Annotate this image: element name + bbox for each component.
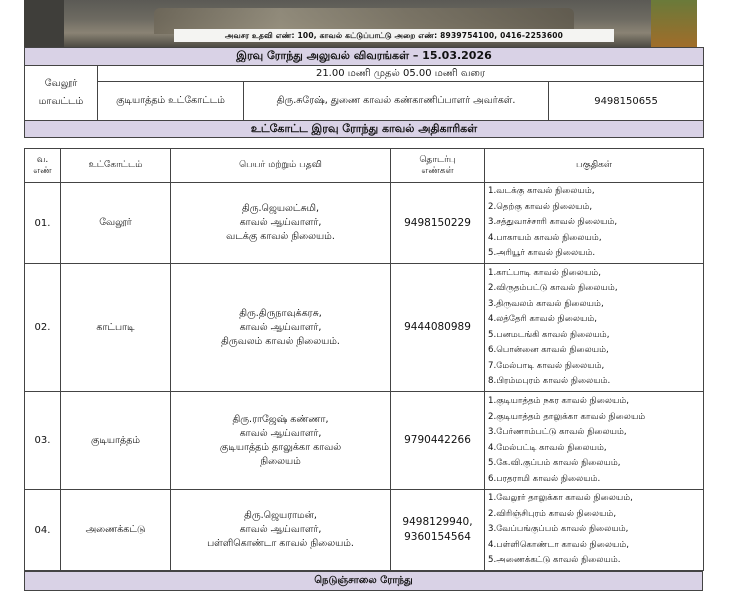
phone-number: 9360154564 bbox=[404, 531, 471, 543]
row-sno: 04. bbox=[25, 490, 61, 571]
area-item: 1.காட்பாடி காவல் நிலையம், bbox=[488, 267, 601, 278]
area-item: 3.வேப்பங்குப்பம் காவல் நிலையம், bbox=[488, 524, 629, 535]
area-item: 4.மேல்பட்டி காவல் நிலையம், bbox=[488, 442, 607, 453]
area-item: 5.கே.வி.குப்பம் காவல் நிலையம், bbox=[488, 458, 621, 468]
officer-line: திரு.ஜெயலட்சுமி, bbox=[241, 203, 320, 214]
subdivision-name: குடியாத்தம் உட்கோட்டம் bbox=[98, 82, 244, 121]
phone-number: 9498129940, bbox=[402, 516, 473, 528]
officer-line: காவல் ஆய்வாளர், bbox=[239, 217, 322, 228]
header-table bbox=[24, 47, 704, 138]
officer-line: திரு.ராஜேஷ் கண்ணா, bbox=[232, 413, 329, 425]
table-row bbox=[25, 264, 704, 392]
officer-line: பள்ளிகொண்டா காவல் நிலையம். bbox=[207, 538, 354, 549]
row-phone bbox=[391, 183, 485, 264]
officer-line: காவல் ஆய்வாளர், bbox=[239, 524, 322, 535]
area-item: 2.தெற்கு காவல் நிலையம், bbox=[488, 201, 593, 212]
area-item: 3.திருவலம் காவல் நிலையம், bbox=[488, 298, 604, 309]
row-officer bbox=[171, 490, 391, 571]
footer-table bbox=[24, 571, 703, 591]
area-item: 1.வடக்கு காவல் நிலையம், bbox=[488, 186, 595, 197]
area-item: 8.பிரம்மபுரம் காவல் நிலையம். bbox=[488, 376, 611, 386]
row-officer bbox=[171, 183, 391, 264]
area-item: 6.பொன்னை காவல் நிலையம், bbox=[488, 345, 609, 355]
row-officer bbox=[171, 264, 391, 392]
area-item: 4.லத்தேரி காவல் நிலையம், bbox=[488, 314, 598, 324]
table-row bbox=[25, 490, 704, 571]
trees-photo bbox=[651, 0, 697, 47]
row-areas bbox=[485, 490, 704, 571]
area-item: 7.மேல்பாடி காவல் நிலையம், bbox=[488, 360, 605, 371]
row-areas bbox=[485, 392, 704, 490]
table-row bbox=[25, 392, 704, 490]
time-range: 21.00 மணி முதல் 05.00 மணி வரை bbox=[98, 66, 704, 82]
officer-line: காவல் ஆய்வாளர், bbox=[239, 427, 322, 439]
col-sno: வ. எண் bbox=[25, 149, 61, 183]
row-areas bbox=[485, 264, 704, 392]
district-label: வேலூர் மாவட்டம் bbox=[25, 66, 98, 121]
row-unit: காட்பாடி bbox=[61, 264, 171, 392]
area-item: 5.அணைக்கட்டு காவல் நிலையம். bbox=[488, 555, 621, 566]
phone-number: 9790442266 bbox=[404, 434, 471, 446]
area-item: 5.அரியூர் காவல் நிலையம். bbox=[488, 248, 596, 259]
dsp-phone: 9498150655 bbox=[549, 82, 704, 121]
officer-line: குடியாத்தம் தாலுக்கா காவல் bbox=[219, 441, 342, 453]
area-item: 2.குடியாத்தம் தாலுக்கா காவல் நிலையம் bbox=[488, 411, 646, 422]
row-officer bbox=[171, 392, 391, 490]
row-unit: அணைக்கட்டு bbox=[61, 490, 171, 571]
section-title: உட்கோட்ட இரவு ரோந்து காவல் அதிகாரிகள் bbox=[25, 121, 704, 138]
officer-line: திரு.ஜெயராமன், bbox=[244, 510, 317, 521]
patrol-table bbox=[24, 148, 704, 571]
header-banner-image bbox=[24, 0, 697, 47]
area-item: 4.பள்ளிகொண்டா காவல் நிலையம், bbox=[488, 539, 629, 550]
row-sno: 01. bbox=[25, 183, 61, 264]
phone-number: 9444080989 bbox=[404, 321, 471, 333]
officer-line: காவல் ஆய்வாளர், bbox=[239, 321, 322, 333]
table-row bbox=[25, 183, 704, 264]
page-title: இரவு ரோந்து அலுவல் விவரங்கள் – 15.03.2026 bbox=[25, 48, 704, 66]
area-item: 1.வேலூர் தாலுக்கா காவல் நிலையம், bbox=[488, 493, 633, 504]
helpline-text: அவசர உதவி எண்: 100, காவல் கட்டுப்பாட்டு அறை எண்: 8939754100, 0416-2253600 bbox=[174, 29, 614, 42]
col-unit: உட்கோட்டம் bbox=[61, 149, 171, 183]
col-name: பெயர் மற்றும் பதவி bbox=[171, 149, 391, 183]
row-phone bbox=[391, 490, 485, 571]
row-unit: வேலூர் bbox=[61, 183, 171, 264]
area-item: 1.குடியாத்தம் நகர காவல் நிலையம், bbox=[488, 396, 629, 406]
footer-section-title: நெடுஞ்சாலை ரோந்து bbox=[25, 572, 703, 591]
area-item: 3.பேர்ணாம்பட்டு காவல் நிலையம், bbox=[488, 427, 627, 437]
row-areas bbox=[485, 183, 704, 264]
row-sno: 03. bbox=[25, 392, 61, 490]
officer-line: நிலையம் bbox=[260, 455, 301, 467]
row-phone bbox=[391, 392, 485, 490]
col-areas: பகுதிகள் bbox=[485, 149, 704, 183]
area-item: 5.பனமடங்கி காவல் நிலையம், bbox=[488, 329, 610, 340]
officer-line: திரு.திருநாவுக்கரசு, bbox=[239, 307, 322, 319]
officer-line: திருவலம் காவல் நிலையம். bbox=[221, 335, 340, 347]
phone-number: 9498150229 bbox=[404, 216, 471, 229]
dsp-officer: திரு.சுரேஷ், துணை காவல் கண்காணிப்பாளர் அவர்கள். bbox=[244, 82, 549, 121]
area-item: 2.விரிஞ்சிபுரம் காவல் நிலையம், bbox=[488, 508, 617, 519]
area-item: 2.விருதம்பட்டு காவல் நிலையம், bbox=[488, 283, 618, 293]
row-phone bbox=[391, 264, 485, 392]
area-item: 4.பாகாயம் காவல் நிலையம், bbox=[488, 232, 602, 243]
banner-left-shade bbox=[24, 0, 64, 47]
table-header-row bbox=[25, 149, 704, 183]
row-sno: 02. bbox=[25, 264, 61, 392]
officer-line: வடக்கு காவல் நிலையம். bbox=[226, 231, 335, 242]
row-unit: குடியாத்தம் bbox=[61, 392, 171, 490]
area-item: 6.பரதராமி காவல் நிலையம். bbox=[488, 473, 601, 484]
col-contact: தொடர்பு எண்கள் bbox=[391, 149, 485, 183]
area-item: 3.சத்துவாச்சாரி காவல் நிலையம், bbox=[488, 217, 618, 228]
